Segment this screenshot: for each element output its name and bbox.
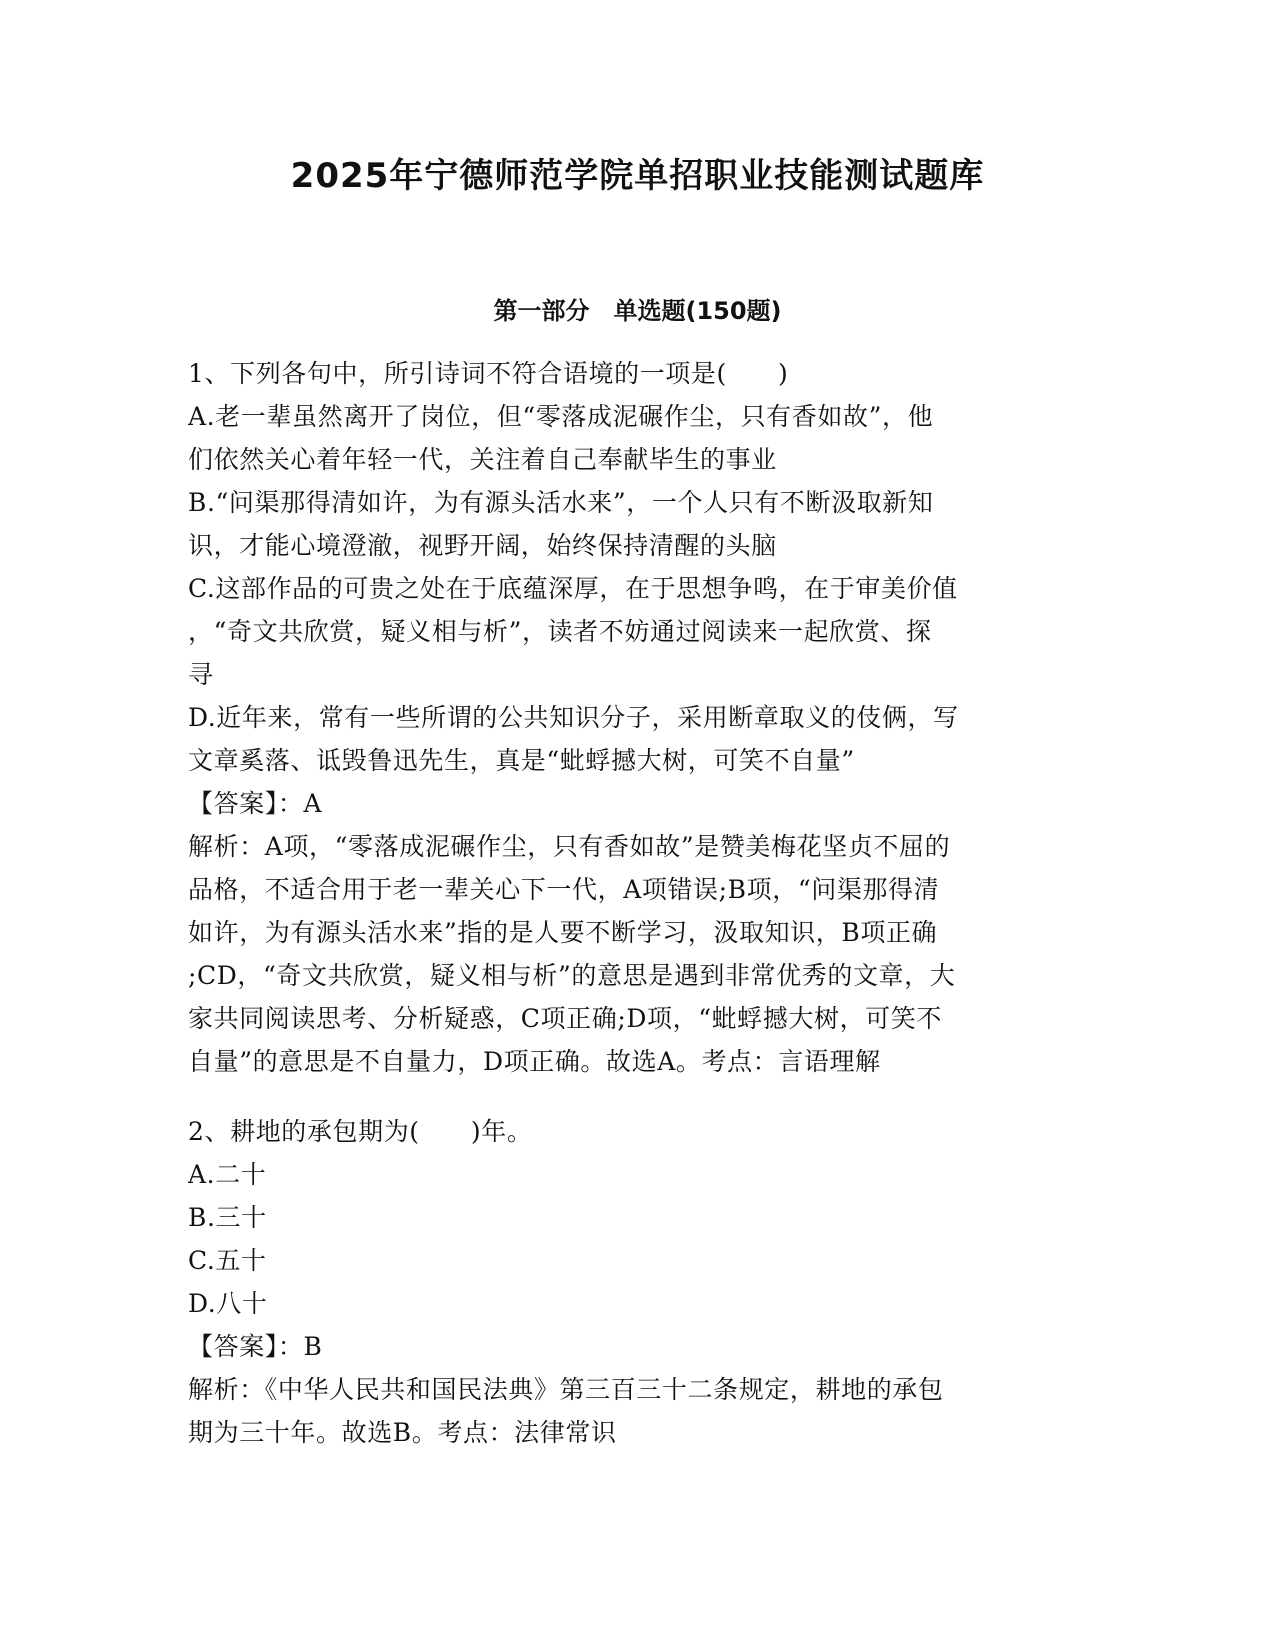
option-d-line-1: D.近年来，常有一些所谓的公共知识分子，采用断章取义的伎俩，写	[188, 703, 959, 732]
question-1-stem: 1、下列各句中，所引诗词不符合语境的一项是( )	[188, 359, 789, 388]
option-c-line-3: 寻	[188, 660, 214, 689]
option-a: A.二十	[188, 1160, 267, 1189]
option-d: D.八十	[188, 1289, 268, 1318]
analysis-line-2: 品格，不适合用于老一辈关心下一代，A项错误;B项，“问渠那得清	[188, 875, 940, 904]
option-b-line-1: B.“问渠那得清如许，为有源头活水来”，一个人只有不断汲取新知	[188, 488, 934, 517]
question-2-stem: 2、耕地的承包期为( )年。	[188, 1117, 533, 1146]
analysis-line-5: 家共同阅读思考、分析疑惑，C项正确;D项，“蚍蜉撼大树，可笑不	[188, 1004, 942, 1033]
option-b-line-2: 识，才能心境澄澈，视野开阔，始终保持清醒的头脑	[188, 531, 777, 560]
option-d-line-2: 文章奚落、诋毁鲁迅先生，真是“蚍蜉撼大树，可笑不自量”	[188, 746, 855, 775]
option-a-line-2: 们依然关心着年轻一代，关注着自己奉献毕生的事业	[188, 445, 777, 474]
document-title: 2025年宁德师范学院单招职业技能测试题库	[290, 156, 985, 196]
answer-line: 【答案】：A	[188, 789, 323, 818]
question-2	[188, 1110, 1088, 1454]
analysis-line-3: 如许，为有源头活水来”指的是人要不断学习，汲取知识，B项正确	[188, 918, 938, 947]
analysis-line-4: ;CD，“奇文共欣赏，疑义相与析”的意思是遇到非常优秀的文章，大	[188, 961, 956, 990]
option-c-line-2: ，“奇文共欣赏，疑义相与析”，读者不妨通过阅读来一起欣赏、探	[188, 617, 932, 646]
analysis-line-1: 解析：《中华人民共和国民法典》第三百三十二条规定，耕地的承包	[188, 1375, 944, 1404]
analysis-line-1: 解析：A项，“零落成泥碾作尘，只有香如故”是赞美梅花坚贞不屈的	[188, 832, 951, 861]
answer-line: 【答案】：B	[188, 1332, 323, 1361]
analysis-line-6: 自量”的意思是不自量力，D项正确。故选A。考点：言语理解	[188, 1047, 881, 1076]
option-c-line-1: C.这部作品的可贵之处在于底蕴深厚，在于思想争鸣，在于审美价值	[188, 574, 958, 603]
option-c: C.五十	[188, 1246, 267, 1275]
option-b: B.三十	[188, 1203, 267, 1232]
option-a-line-1: A.老一辈虽然离开了岗位，但“零落成泥碾作尘，只有香如故”，他	[188, 402, 934, 431]
section-title: 第一部分 单选题(150题)	[493, 297, 782, 325]
question-1	[188, 352, 1088, 1083]
analysis-line-2: 期为三十年。故选B。考点：法律常识	[188, 1418, 617, 1447]
